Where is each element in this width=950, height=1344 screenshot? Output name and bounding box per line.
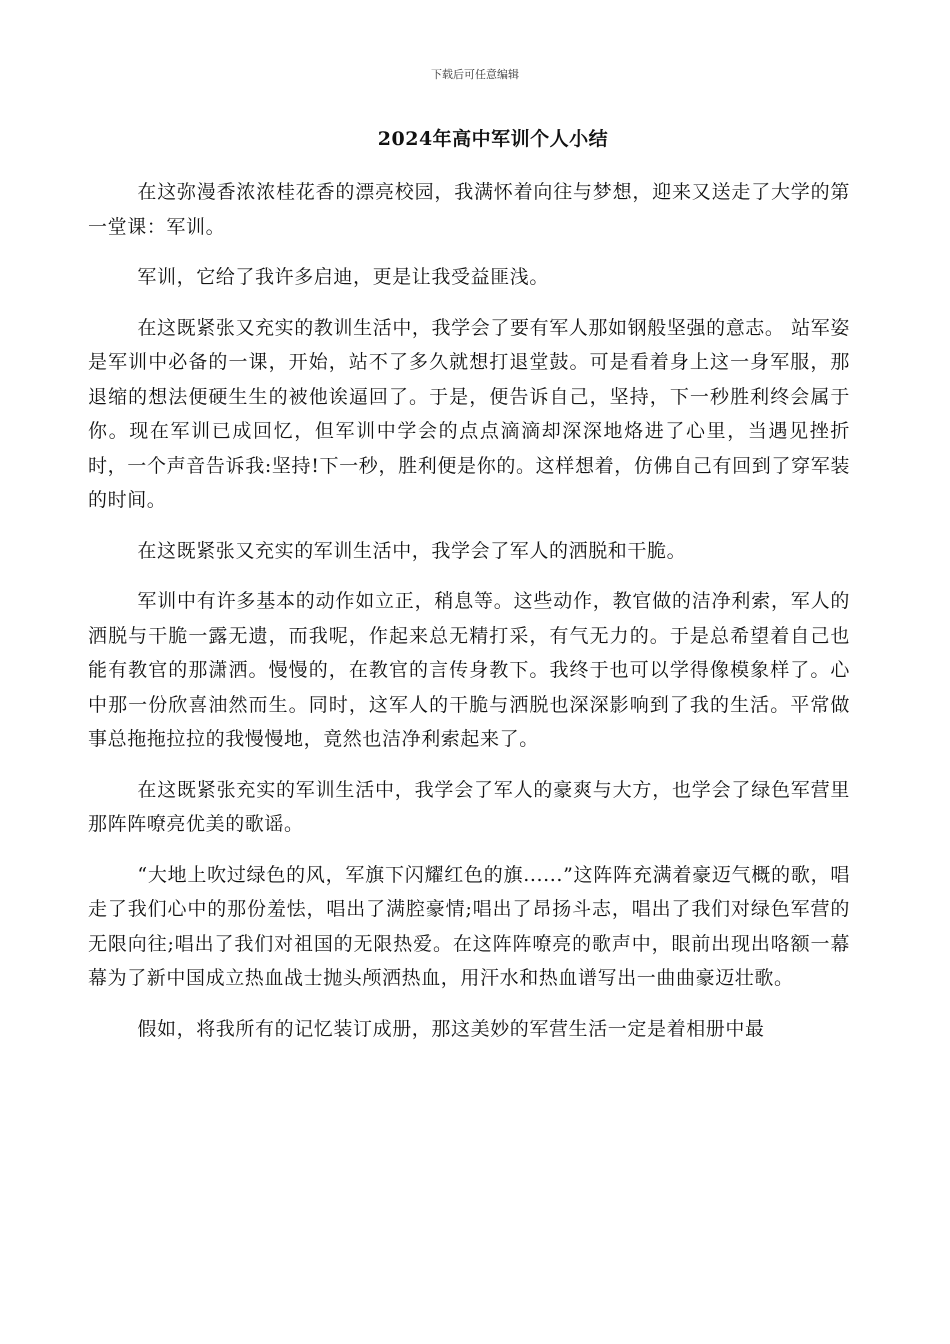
document-body [88, 175, 850, 1062]
document-title: 2024年高中军训个人小结 [377, 128, 609, 150]
paragraph: 在这既紧张充实的军训生活中，我学会了军人的豪爽与大方，也学会了绿色军营里那阵阵嘹亮优美的歌谣。 [88, 778, 850, 835]
paragraph: 假如，将我所有的记忆装订成册，那这美妙的军营生活一定是着相册中最 [137, 1017, 765, 1040]
paragraph: 军训中有许多基本的动作如立正，稍息等。这些动作，教官做的洁净利索，军人的洒脱与干脆一露无遗，而我呢，作起来总无精打采，有气无力的。于是总希望着自己也能有教官的那潇洒。慢慢的，在教官的言传身教下。我终于也可以学得像模象样了。心中那一份欣喜油然而生。同时，这军人的干脆与洒脱也深深影响到了我的生活。平常做事总拖拖拉拉的我慢慢地，竟然也洁净利索起来了。 [88, 590, 850, 750]
header-note: 下载后可任意编辑 [431, 68, 519, 81]
paragraph: 在这既紧张又充实的军训生活中，我学会了军人的洒脱和干脆。 [137, 539, 687, 562]
paragraph: 在这弥漫香浓浓桂花香的漂亮校园，我满怀着向往与梦想，迎来又送走了大学的第一堂课：军训。 [88, 181, 850, 238]
paragraph: “大地上吹过绿色的风，军旗下闪耀红色的旗......”这阵阵充满着豪迈气概的歌，唱走了我们心中的那份羞怯，唱出了满腔豪情;唱出了昂扬斗志，唱出了我们对绿色军营的无限向往;唱出了我们对祖国的无限热爱。在这阵阵嘹亮的歌声中，眼前出现出咯额一幕幕为了新中国成立热血战士抛头颅洒热血，用汗水和热血谱写出一曲曲豪迈壮歌。 [88, 863, 850, 989]
paragraph: 军训，它给了我许多启迪，更是让我受益匪浅。 [137, 266, 549, 288]
paragraph: 在这既紧张又充实的教训生活中，我学会了要有军人那如钢般坚强的意志。 站军姿是军训中必备的一课，开始，站不了多久就想打退堂鼓。可是看着身上这一身军服，那退缩的想法便硬生生的被他诶逼回了。于是，便告诉自己，坚持，下一秒胜利终会属于你。现在军训已成回忆，但军训中学会的点点滴滴却深深地烙进了心里，当遇见挫折时，一个声音告诉我:坚持!下一秒，胜利便是你的。这样想着，仿佛自己有回到了穿军装的时间。 [88, 316, 850, 511]
